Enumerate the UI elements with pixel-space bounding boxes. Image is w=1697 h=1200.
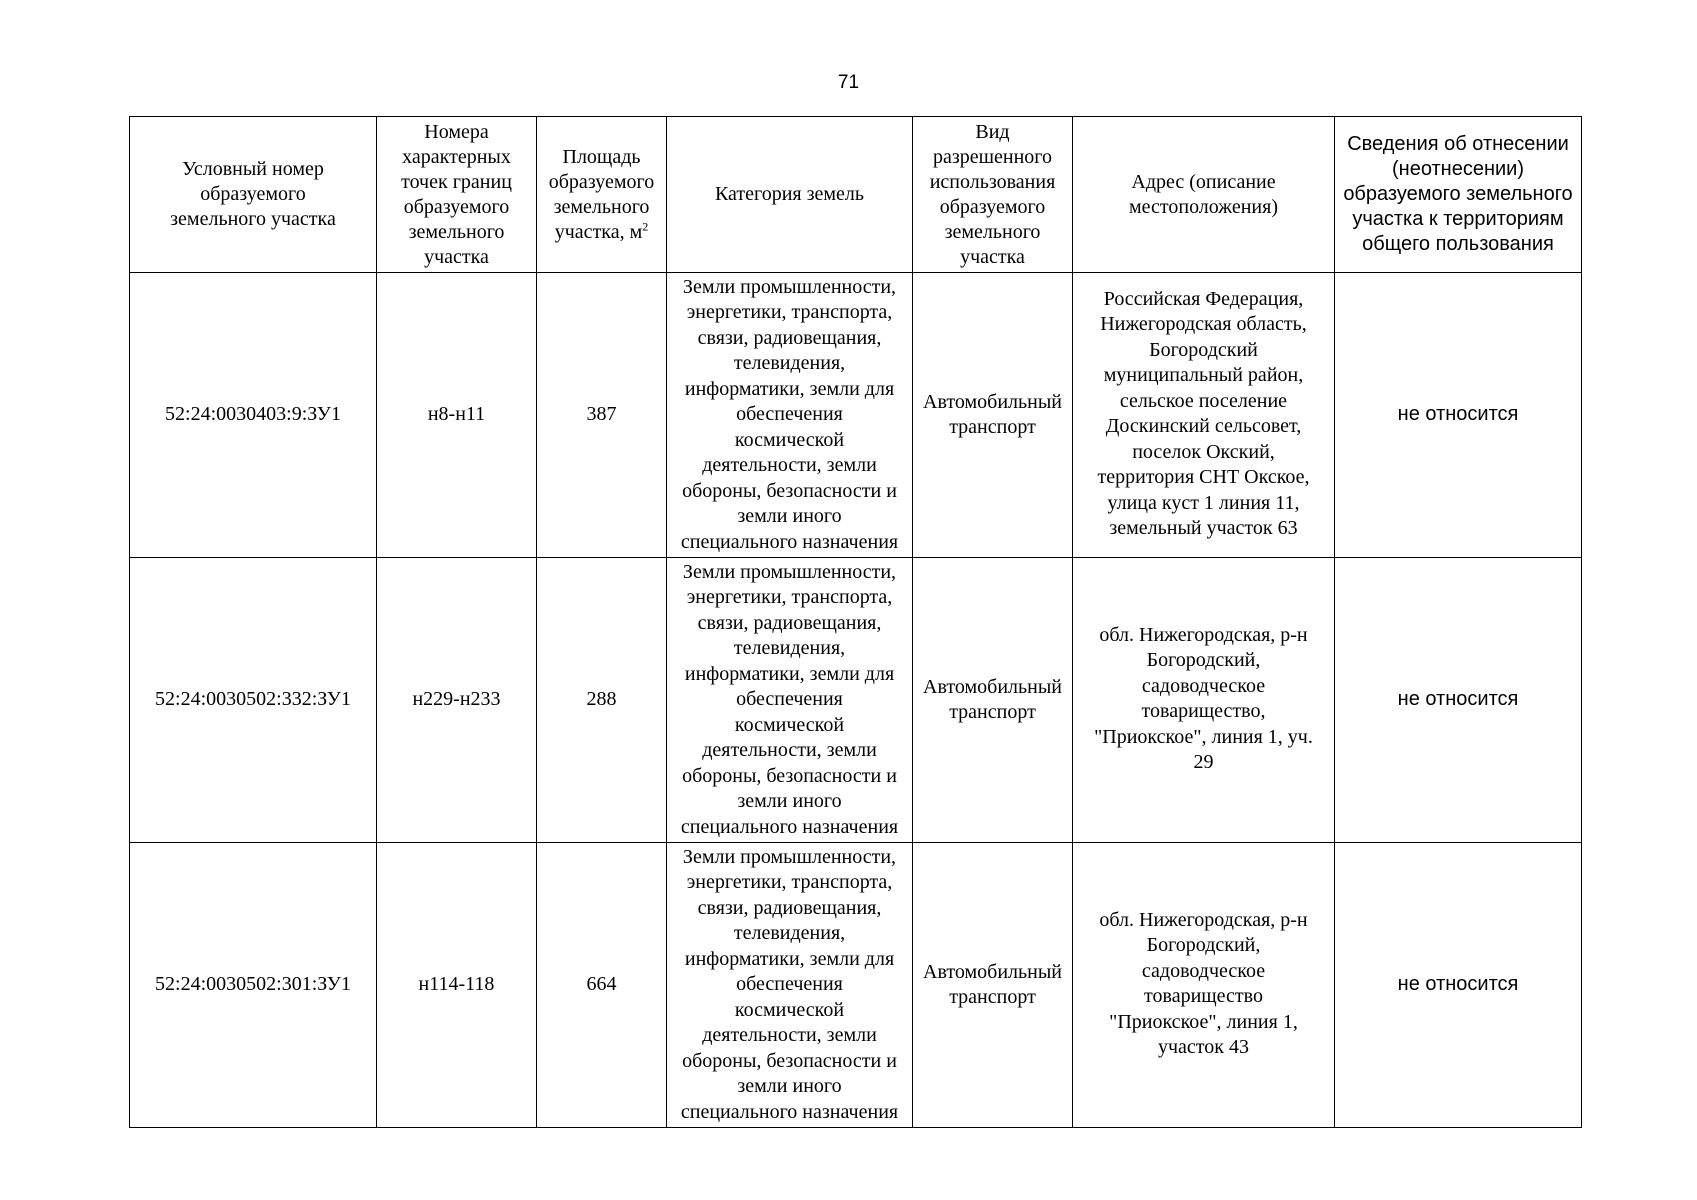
cell-boundary-points: н8-н11 <box>377 273 537 558</box>
header-plot-number: Условный номер образуемого земельного участка <box>130 117 377 273</box>
cell-land-category: Земли промышленности, энергетики, транспорта, связи, радиовещания, телевидения, информатики, земли для обеспечения космической деятельности, земли обороны, безопасности и земли иного специального назначения <box>667 843 913 1128</box>
cell-plot-number: 52:24:0030403:9:ЗУ1 <box>130 273 377 558</box>
header-area <box>537 117 667 273</box>
table-row <box>130 558 1582 843</box>
cell-land-category: Земли промышленности, энергетики, транспорта, связи, радиовещания, телевидения, информатики, земли для обеспечения космической деятельности, земли обороны, безопасности и земли иного специального назначения <box>667 558 913 843</box>
area-unit-superscript: 2 <box>642 218 649 233</box>
header-land-category: Категория земель <box>667 117 913 273</box>
cell-boundary-points: н229-н233 <box>377 558 537 843</box>
header-address: Адрес (описание местоположения) <box>1073 117 1335 273</box>
cell-area: 288 <box>537 558 667 843</box>
cell-permitted-use: Автомобильный транспорт <box>913 558 1073 843</box>
cell-land-category: Земли промышленности, энергетики, транспорта, связи, радиовещания, телевидения, информатики, земли для обеспечения космической деятельности, земли обороны, безопасности и земли иного специального назначения <box>667 273 913 558</box>
cell-boundary-points: н114-118 <box>377 843 537 1128</box>
header-public-use-info: Сведения об отнесении (неотнесении) образуемого земельного участка к территориям общего пользования <box>1335 117 1582 273</box>
table-header-row <box>130 117 1582 273</box>
cell-address: обл. Нижегородская, р-н Богородский, садоводческое товарищество "Приокское", линия 1, участок 43 <box>1073 843 1335 1128</box>
cell-permitted-use: Автомобильный транспорт <box>913 273 1073 558</box>
cell-address: обл. Нижегородская, р-н Богородский, садоводческое товарищество, "Приокское", линия 1, уч. 29 <box>1073 558 1335 843</box>
header-permitted-use: Вид разрешенного использования образуемого земельного участка <box>913 117 1073 273</box>
cell-area: 664 <box>537 843 667 1128</box>
table-row <box>130 843 1582 1128</box>
cell-plot-number: 52:24:0030502:301:ЗУ1 <box>130 843 377 1128</box>
cell-address: Российская Федерация, Нижегородская область, Богородский муниципальный район, сельское поселение Доскинский сельсовет, поселок Окский, территория СНТ Окское, улица куст 1 линия 11, земельный участок 63 <box>1073 273 1335 558</box>
header-area-text: Площадь образуемого земельного участка, м <box>548 145 655 243</box>
cell-public-use-info: не относится <box>1335 558 1582 843</box>
cell-plot-number: 52:24:0030502:332:ЗУ1 <box>130 558 377 843</box>
land-plots-table <box>129 116 1582 1128</box>
cell-public-use-info: не относится <box>1335 273 1582 558</box>
header-boundary-points: Номера характерных точек границ образуемого земельного участка <box>377 117 537 273</box>
cell-area: 387 <box>537 273 667 558</box>
table-row <box>130 273 1582 558</box>
cell-public-use-info: не относится <box>1335 843 1582 1128</box>
page-number: 71 <box>837 72 860 93</box>
cell-permitted-use: Автомобильный транспорт <box>913 843 1073 1128</box>
